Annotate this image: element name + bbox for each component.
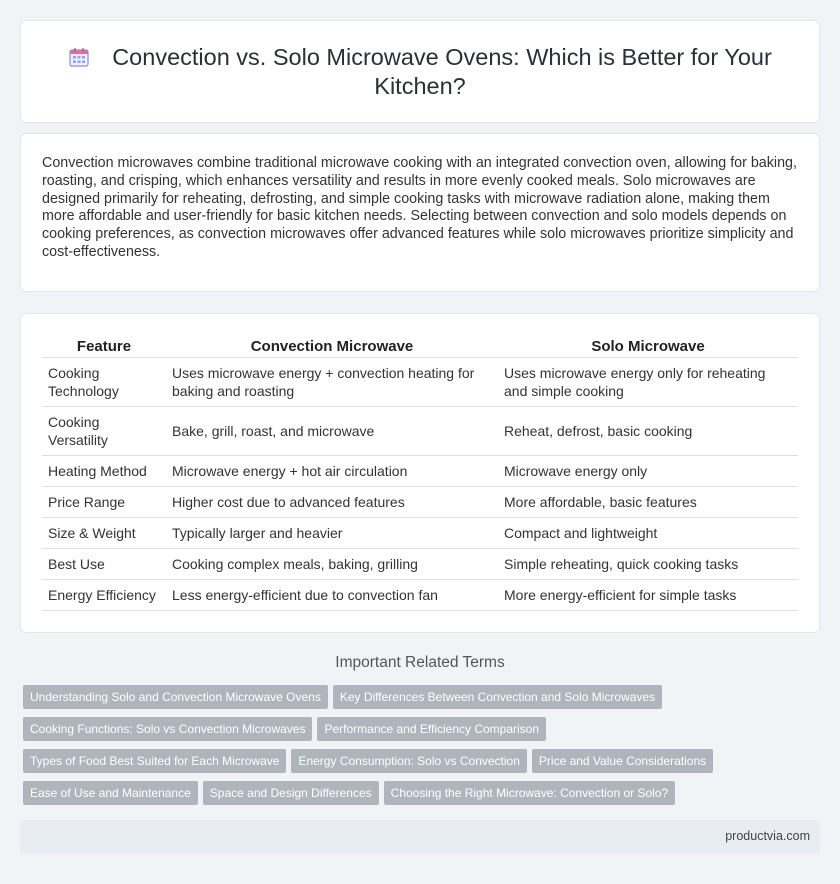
table-cell: Microwave energy only xyxy=(498,455,798,486)
calendar-icon xyxy=(68,46,90,68)
related-term-link[interactable]: Energy Consumption: Solo vs Convection xyxy=(291,749,526,773)
footer xyxy=(20,820,820,854)
table-cell: Microwave energy + hot air circulation xyxy=(166,455,498,486)
table-cell: Best Use xyxy=(42,548,166,579)
table-row xyxy=(42,406,798,455)
related-term-link[interactable]: Choosing the Right Microwave: Convection or Solo? xyxy=(384,781,675,805)
table-cell: Less energy-efficient due to convection fan xyxy=(166,579,498,610)
table-cell: Bake, grill, roast, and microwave xyxy=(166,406,498,455)
table-cell: Size & Weight xyxy=(42,517,166,548)
table-cell: More affordable, basic features xyxy=(498,486,798,517)
related-term-link[interactable]: Ease of Use and Maintenance xyxy=(23,781,198,805)
table-row xyxy=(42,548,798,579)
table-cell: Reheat, defrost, basic cooking xyxy=(498,406,798,455)
related-terms-list xyxy=(23,685,813,813)
tag-row xyxy=(23,749,813,781)
title-card xyxy=(20,20,820,123)
tag-row xyxy=(23,717,813,749)
table-cell: More energy-efficient for simple tasks xyxy=(498,579,798,610)
header-feature: Feature xyxy=(42,334,166,357)
tag-row xyxy=(23,781,813,813)
table-cell: Cooking Technology xyxy=(42,357,166,406)
comparison-table xyxy=(42,334,798,611)
table-row xyxy=(42,486,798,517)
table-cell: Price Range xyxy=(42,486,166,517)
table-cell: Energy Efficiency xyxy=(42,579,166,610)
table-cell: Uses microwave energy only for reheating and simple cooking xyxy=(498,357,798,406)
related-term-link[interactable]: Space and Design Differences xyxy=(203,781,379,805)
table-cell: Compact and lightweight xyxy=(498,517,798,548)
tag-row xyxy=(23,685,813,717)
page-title: Convection vs. Solo Microwave Ovens: Which is Better for Your Kitchen? xyxy=(112,44,772,99)
related-term-link[interactable]: Understanding Solo and Convection Microwave Ovens xyxy=(23,685,328,709)
comparison-table-card xyxy=(20,313,820,633)
related-terms-heading: Important Related Terms xyxy=(335,654,505,671)
table-row xyxy=(42,455,798,486)
table-row xyxy=(42,579,798,610)
related-term-link[interactable]: Key Differences Between Convection and Solo Microwaves xyxy=(333,685,662,709)
related-term-link[interactable]: Types of Food Best Suited for Each Microwave xyxy=(23,749,286,773)
table-cell: Uses microwave energy + convection heating for baking and roasting xyxy=(166,357,498,406)
table-cell: Typically larger and heavier xyxy=(166,517,498,548)
table-cell: Cooking Versatility xyxy=(42,406,166,455)
table-cell: Heating Method xyxy=(42,455,166,486)
intro-paragraph: Convection microwaves combine traditional microwave cooking with an integrated convection oven, allowing for baking, roasting, and crisping, which enhances versatility and results in more evenly cooked meals. Solo microwaves are designed primarily for reheating, defrosting, and simple cooking tasks with microwave radiation alone, making them more affordable and user-friendly for basic kitchen needs. Selecting between convection and solo models depends on cooking preferences, as convection microwaves offer advanced features while solo microwaves prioritize simplicity and cost-effectiveness. xyxy=(42,155,797,260)
footer-site-name: productvia.com xyxy=(725,829,810,843)
related-term-link[interactable]: Performance and Efficiency Comparison xyxy=(317,717,546,741)
table-row xyxy=(42,357,798,406)
intro-card xyxy=(20,133,820,292)
table-header-row xyxy=(42,334,798,357)
header-solo: Solo Microwave xyxy=(498,334,798,357)
header-convection: Convection Microwave xyxy=(166,334,498,357)
table-row xyxy=(42,517,798,548)
table-cell: Higher cost due to advanced features xyxy=(166,486,498,517)
table-cell: Simple reheating, quick cooking tasks xyxy=(498,548,798,579)
table-cell: Cooking complex meals, baking, grilling xyxy=(166,548,498,579)
related-term-link[interactable]: Cooking Functions: Solo vs Convection Microwaves xyxy=(23,717,312,741)
related-term-link[interactable]: Price and Value Considerations xyxy=(532,749,713,773)
